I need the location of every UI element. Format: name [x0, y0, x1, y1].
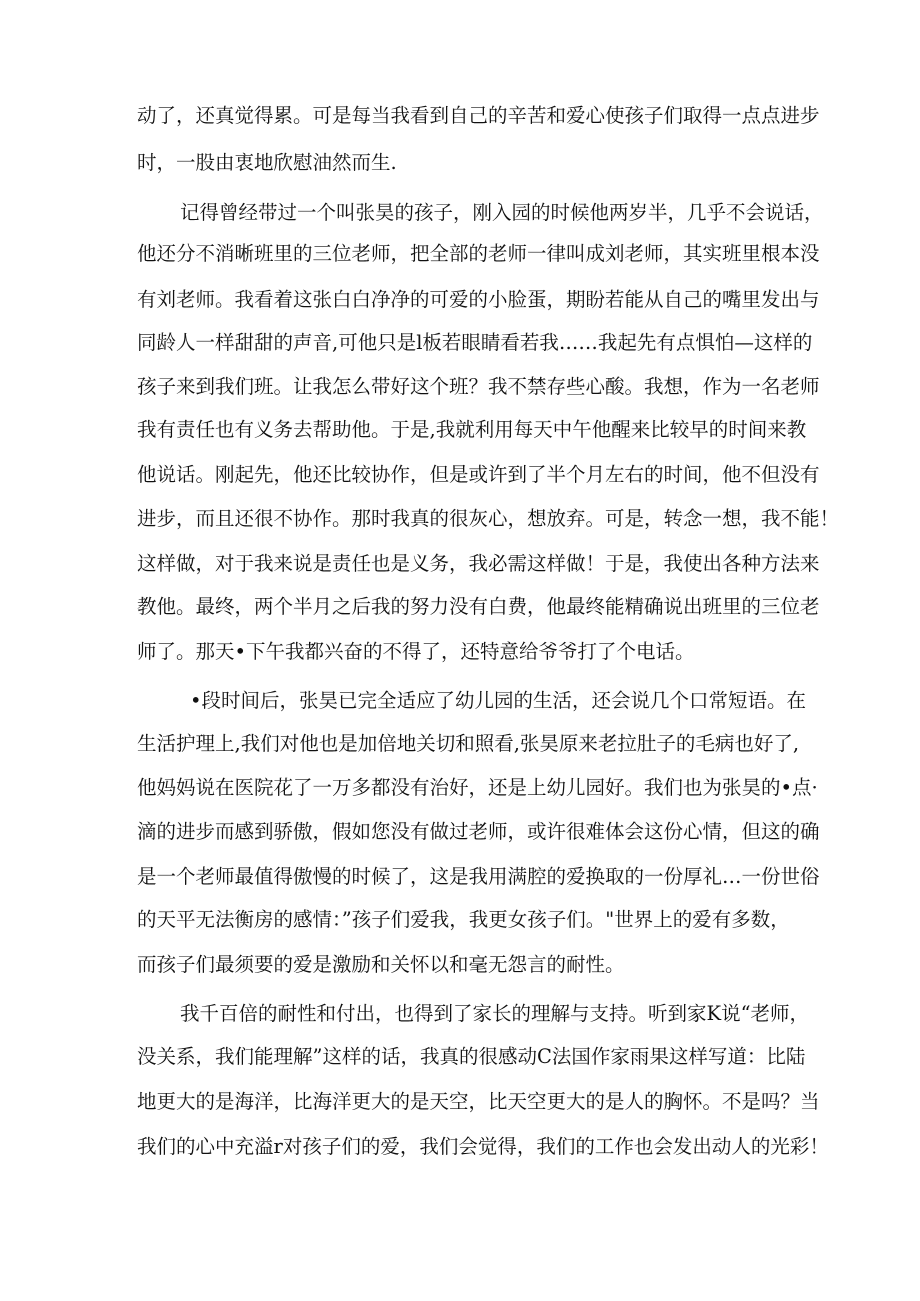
- text-line: 有刘老师。我看着这张白白净净的可爱的小脸蛋，期盼若能从自己的嘴里发出与: [137, 288, 820, 311]
- text-line: 生活护理上,我们对他也是加倍地关切和照看,张昊原来老拉肚子的毛病也好了,: [137, 732, 800, 755]
- text-line: 孩子来到我们班。让我怎么带好这个班？我不禁存些心酸。我想，作为一名老师: [137, 375, 820, 398]
- text-line: 他说话。刚起先，他还比较协作，但是或许到了半个月左右的时间，他不但没有: [137, 463, 820, 486]
- text-line: 教他。最终，两个半月之后我的努力没有白费，他最终能精确说出班里的三位老: [137, 595, 820, 618]
- text-line: 是一个老师最值得傲慢的时候了，这是我用满腔的爱换取的一份厚礼…一份世俗: [137, 865, 820, 888]
- text-line: 我们的心中充溢r对孩子们的爱，我们会觉得，我们的工作也会发出动人的光彩！: [137, 1135, 829, 1158]
- paragraph-first-line: •段时间后，张昊已完全适应了幼儿园的生活，还会说几个口常短语。在: [190, 689, 807, 712]
- text-line: 地更大的是海洋，比海洋更大的是天空，比天空更大的是人的胸怀。不是吗？当: [137, 1090, 820, 1113]
- paragraph-first-line: 我千百倍的耐性和付出，也得到了家长的理解与支持。听到家K说“老师，: [180, 1002, 810, 1025]
- text-line: 进步，而且还很不协作。那时我真的很灰心，想放弃。可是，转念一想，我不能！: [137, 507, 840, 530]
- text-line: 动了，还真觉得累。可是每当我看到自己的辛苦和爱心使孩子们取得一点点进步: [137, 104, 820, 127]
- paragraph-first-line: 记得曾经带过一个叫张昊的孩子，刚入园的时候他两岁半，几乎不会说话，: [180, 201, 824, 224]
- text-line: 他还分不消晰班里的三位老师，把全部的老师一律叫成刘老师，其实班里根本没: [137, 242, 820, 265]
- text-line: 这样做，对于我来说是责任也是义务，我必需这样做！于是，我使出各种方法来: [137, 552, 820, 575]
- text-line: 的天平无法衡房的感情：”孩子们爱我，我更女孩子们。"世界上的爱有多数，: [137, 908, 790, 931]
- text-line: 同龄人一样甜甜的声音,可他只是l板若眼睛看若我……我起先有点惧怕—这样的: [137, 331, 813, 354]
- text-line: 没关系，我们能理解”这样的话，我真的很感动C法国作家雨果这样写道：比陆: [137, 1045, 806, 1068]
- text-line: 我有责任也有义务去帮助他。于是,我就利用每天中午他醒来比较早的时间来教: [137, 418, 807, 441]
- text-line: 滴的进步而感到骄傲，假如您没有做过老师，或许很难体会这份心情，但这的确: [137, 820, 820, 843]
- text-line: 而孩子们最须要的爱是激励和关怀以和毫无怨言的耐性。: [137, 953, 625, 976]
- text-line: 他妈妈说在医院花了一万多都没有治好，还是上幼儿园好。我们也为张昊的•点·: [137, 776, 818, 799]
- text-line: 时，一股由衷地欣慰油然而生.: [137, 151, 397, 174]
- text-line: 师了。那天•下午我都兴奋的不得了，还特意给爷爷打了个电话。: [137, 640, 695, 663]
